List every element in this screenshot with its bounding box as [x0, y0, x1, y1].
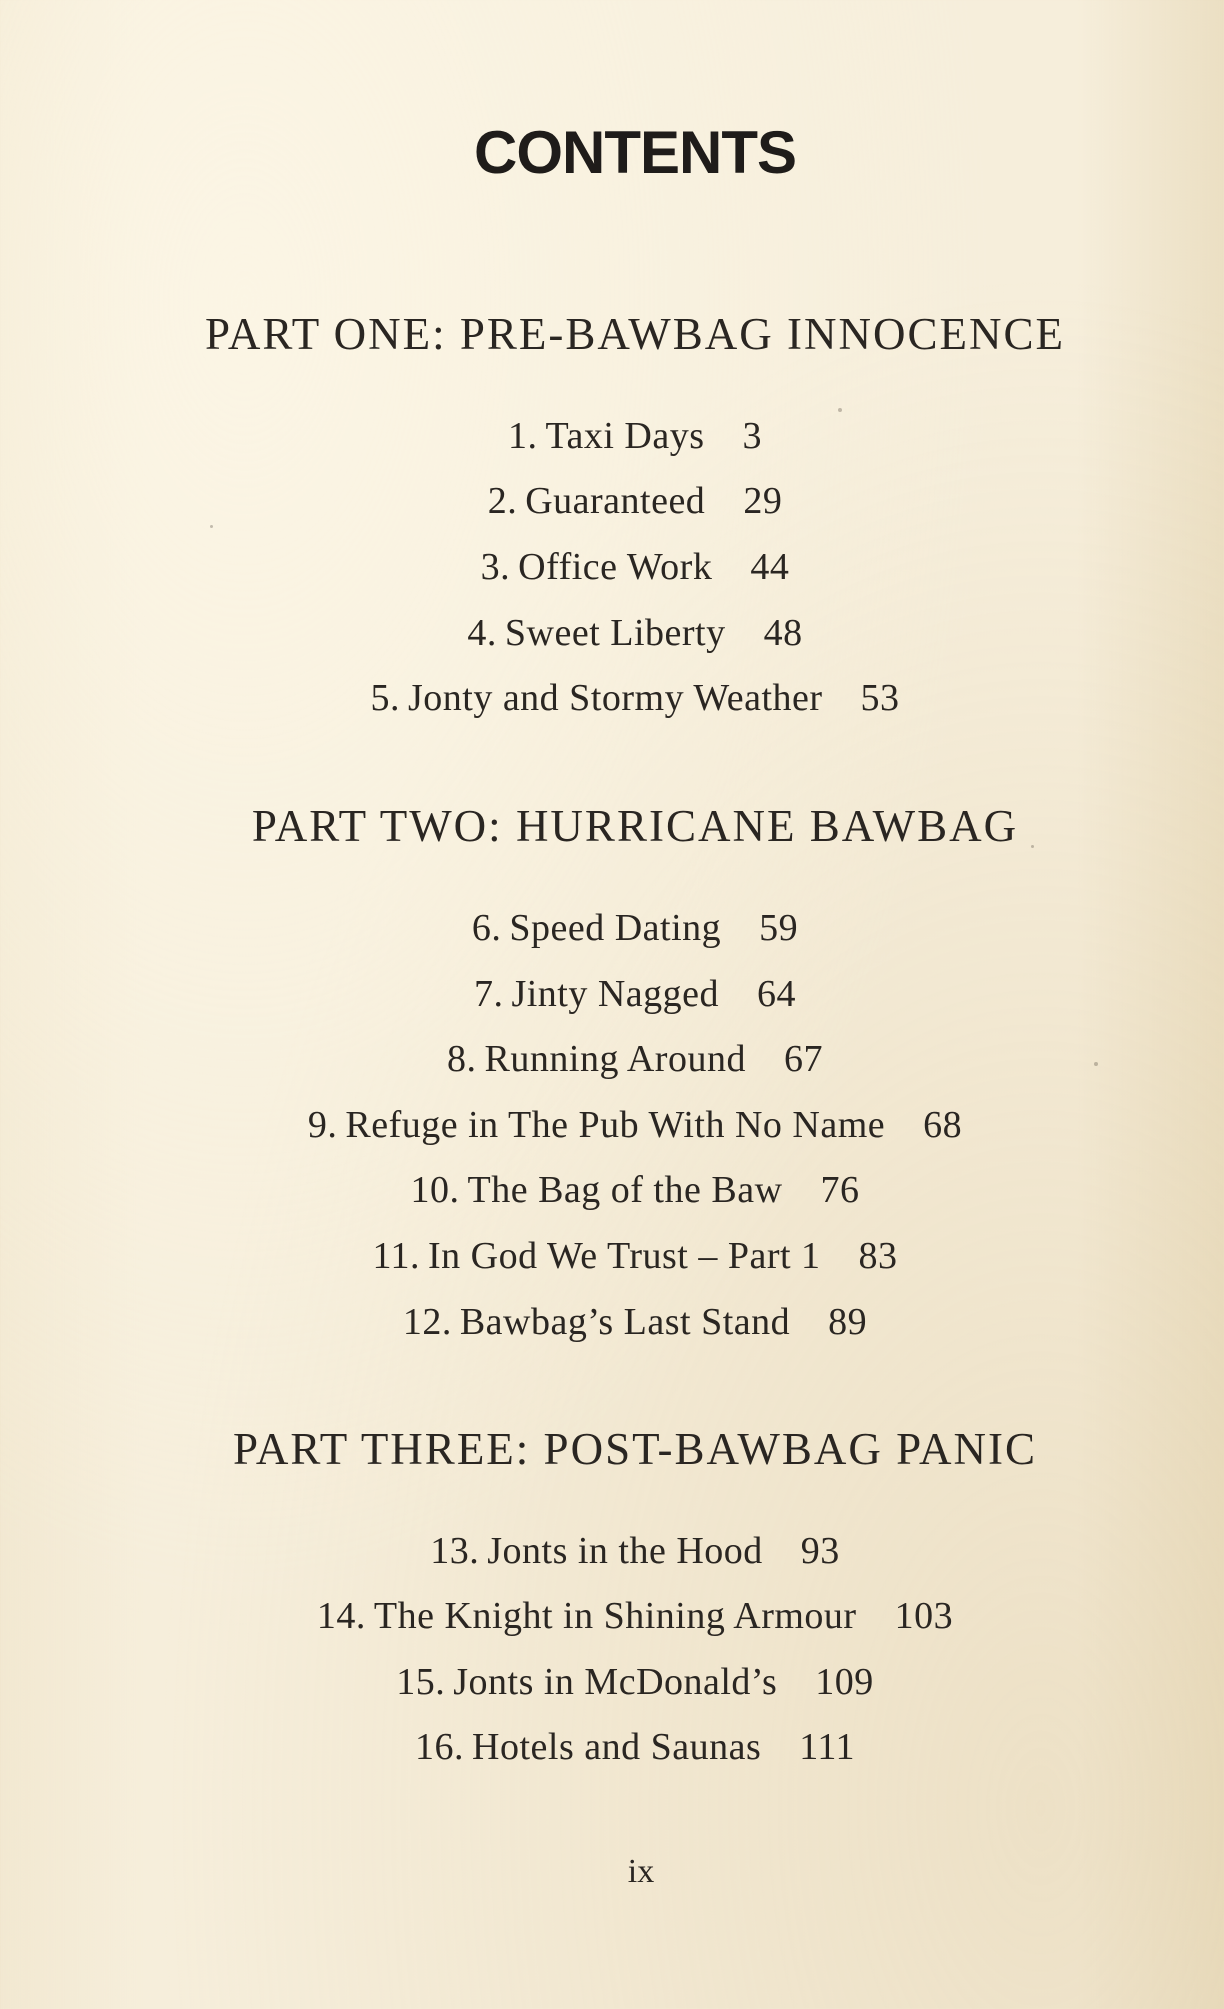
chapter-title: Running Around [484, 1038, 746, 1080]
page-number: 44 [750, 546, 790, 588]
chapter-title: Jonty and Stormy Weather [407, 677, 823, 719]
page-number: 76 [820, 1169, 860, 1211]
page-number: 83 [858, 1235, 898, 1277]
chapter-number: 13. [430, 1530, 480, 1572]
toc-entry [0, 479, 1224, 523]
page-number: 103 [894, 1595, 954, 1637]
page-title: CONTENTS [474, 119, 796, 186]
page-number: 29 [743, 480, 783, 522]
chapter-number: 9. [307, 1104, 338, 1146]
page-number: 89 [828, 1301, 868, 1343]
paper-speck [210, 525, 213, 528]
paper-speck [1094, 1062, 1098, 1066]
toc-entry [0, 1529, 1224, 1573]
page-number: 59 [759, 907, 799, 949]
page-number: 3 [742, 415, 763, 457]
paper-speck [838, 408, 842, 412]
chapter-title: The Bag of the Baw [467, 1169, 783, 1211]
part-label: PART THREE: [233, 1424, 531, 1474]
chapter-title: Hotels and Saunas [472, 1726, 762, 1768]
page-number: 67 [783, 1038, 823, 1080]
chapter-title: Jinty Nagged [511, 973, 720, 1015]
chapter-title: Bawbag’s Last Stand [459, 1301, 791, 1343]
page-number: 68 [923, 1104, 963, 1146]
chapter-title: The Knight in Shining Armour [373, 1595, 857, 1637]
chapter-title: In God We Trust – Part 1 [428, 1235, 821, 1277]
toc-entry [0, 1725, 1224, 1769]
toc-entry [0, 676, 1224, 720]
page-folio: ix [627, 1853, 655, 1890]
toc-entry [0, 414, 1224, 458]
part-title: HURRICANE BAWBAG [515, 801, 1019, 851]
toc-entry [0, 1103, 1224, 1147]
chapter-number: 7. [473, 973, 504, 1015]
toc-entry [0, 1037, 1224, 1081]
chapter-number: 15. [396, 1661, 446, 1703]
chapter-number: 11. [372, 1235, 421, 1277]
chapter-title: Guaranteed [525, 480, 706, 522]
toc-entry [0, 611, 1224, 655]
chapter-number: 6. [471, 907, 502, 949]
toc-entry [0, 1234, 1224, 1278]
toc-entry [0, 906, 1224, 950]
chapter-title: Refuge in The Pub With No Name [345, 1104, 886, 1146]
page-number: 93 [800, 1530, 840, 1572]
chapter-title: Office Work [518, 546, 713, 588]
chapter-number: 1. [507, 415, 538, 457]
page-number: 109 [815, 1661, 874, 1703]
part-heading [0, 800, 1224, 852]
toc-entry [0, 1660, 1224, 1704]
part-title: POST-BAWBAG PANIC [543, 1424, 1037, 1474]
chapter-title: Sweet Liberty [504, 612, 726, 654]
part-label: PART ONE: [204, 309, 447, 359]
page-number: 48 [763, 612, 803, 654]
chapter-number: 5. [370, 677, 400, 719]
chapter-title: Taxi Days [545, 415, 705, 457]
chapter-title: Jonts in the Hood [487, 1530, 763, 1572]
part-heading [0, 1423, 1224, 1475]
chapter-number: 16. [415, 1726, 465, 1768]
toc-entry [0, 1168, 1224, 1212]
toc-entry [0, 1300, 1224, 1344]
chapter-number: 3. [480, 546, 511, 588]
toc-entry [0, 545, 1224, 589]
toc-entry [0, 972, 1224, 1016]
part-label: PART TWO: [251, 801, 503, 851]
part-heading [0, 308, 1224, 360]
toc-entry [0, 1594, 1224, 1638]
chapter-number: 8. [447, 1038, 477, 1080]
page-number: 111 [799, 1726, 855, 1768]
chapter-number: 10. [410, 1169, 460, 1211]
chapter-title: Jonts in McDonald’s [453, 1661, 778, 1703]
chapter-number: 2. [487, 480, 518, 522]
page-number: 53 [860, 677, 900, 719]
chapter-number: 14. [316, 1595, 366, 1637]
chapter-title: Speed Dating [509, 907, 722, 949]
chapter-number: 4. [467, 612, 497, 654]
page-number: 64 [757, 973, 797, 1015]
chapter-number: 12. [402, 1301, 452, 1343]
part-title: PRE-BAWBAG INNOCENCE [459, 309, 1065, 359]
paper-speck [1031, 845, 1034, 848]
